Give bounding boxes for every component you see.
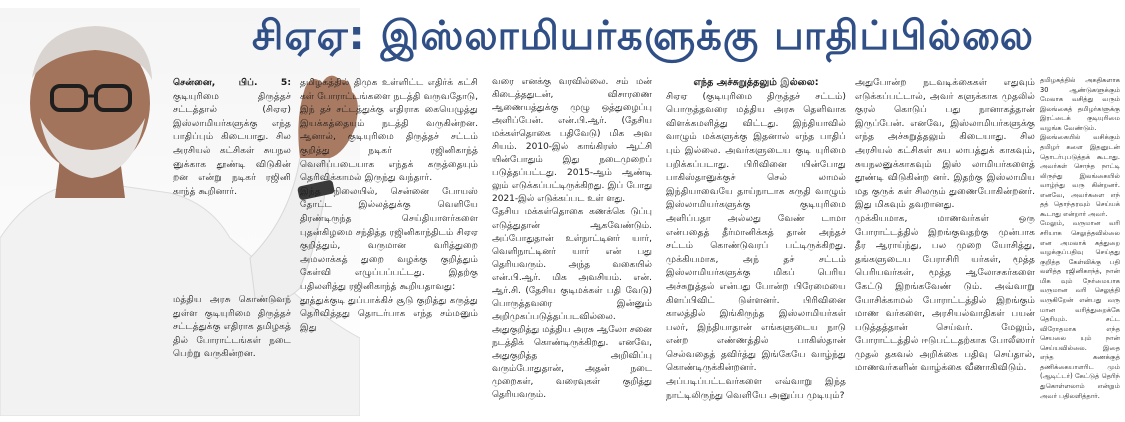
headline: சிஏஏ: இஸ்லாமியர்களுக்கு பாதிப்பில்லை: [251, 12, 1035, 59]
column-3: [492, 76, 652, 402]
column-2: [300, 76, 478, 334]
paragraph: தமிழகத்தில் அகதிகளாக 30 ஆண்டுகளுக்கும் மேலாக வசித்து வரும் இலங்கைத் தமிழர்களுக்கு இரட்டைக் குடியுரிமை வழங்க வேண்டும்.: [1040, 76, 1120, 132]
column-1-bottom: [173, 293, 291, 361]
paragraph: அதுபோன்ற நடவடிக்கைகள் எதுவும் எடுக்கப்பட்டால், அவர் களுக்காக முதலில் குரல் கொடுப் பது நானாகத்தான் இருப்பேன். எனவே, இஸ்லாமியர்களுக்கு எந்த அச்சுறுத்தலும் கிடையாது. சில அரசியல் கட்சிகள் சுய லாபத்துக் காகவும், சுயநலனுக்காகவும் இஸ் லாமியர்களைத் தூண்டி விடுகின்ற னர். இதற்கு இஸ்லாமிய மத குருக் கள் சிலரும் துணைபோகின்றனர். இது மிகவும் தவறானது.: [855, 77, 1035, 211]
dateline: சென்னை, பிப். 5:: [173, 77, 291, 88]
paragraph: மத்திய அரசு கொண்டுவந் துள்ள குடியுரிமை திருத்தச் சட்டத்துக்கு எதிராக தமிழகத் தில் போராட்டங்கள் நடை பெற்று வருகின்றன.: [173, 294, 291, 360]
column-5: [855, 76, 1035, 375]
column-4: [666, 76, 846, 402]
paragraph: தமிழகத்தில் திமுக உள்ளிட்ட எதிர்க் கட்சி கள் போராட்டங்களை நடத்தி வருவதோடு, இந் தச் சட்டத்துக்கு எதிராக கையெழுத்து இயக்கத்தையும் நடத்தி வருகின்றன. ஆனால், குடியுரிமை திருத்தச் சட்டம் குறித்து நடிகர் ரஜினிகாந்த் வெளிப்படையாக எந்தக் கருத்தையும் தெரிவிக்காமல் இருந்து வந்தார்.: [300, 77, 478, 184]
paragraph: தேசிய மக்கள்தொகை கணக்கெ டுப்பு எடுத்துதான் ஆகவேண்டும். அப்போதுதான் உள்நாட்டினர் யார், வெளிநாட்டினர் யார் என் பது தெரியவரும். அந்த வகையில் என்.பி.ஆர். மிக அவசியம். என். ஆர்.சி. (தேசிய குடிமக்கள் பதி வேடு) பொருத்தவரை இன்னும் அறிமுகப்படுத்தப்படவில்லை. அதுகுறித்து மத்திய அரசு ஆலோ சனை நடத்திக் கொண்டிருக்கிறது. எனவே, அதுகுறித்த அறிவிப்பு வரும்போதுதான், அதன் நடை முறைகள், வரைவுகள் குறித்து தெரியவரும்.: [492, 207, 652, 401]
column-6: [1040, 76, 1120, 401]
paragraph: வரை எனக்கு வரவில்லை. சம் மன் கிடைத்ததுடன், விசாரணை ஆணையத்துக்கு முழு ஒத்துழைப்பு அளிப்பேன். என்.பி.ஆர். (தேசிய மக்கள்தொகை பதிவேடு) மிக அவ சியம். 2010-இல் காங்கிரஸ் ஆட்சி யின்போதும் இது நடைமுறைப் படுத்தப்பட்டது. 2015-ஆம் ஆண்டி லும் எடுக்கப்பட்டிருக்கிறது. இப் போது 2021-இல் எடுக்கப்பட உள் ளது.: [492, 77, 652, 205]
paragraph: தூத்துக்குடி துப்பாக்கிச் சூடு குறித்து கருத்து தெரிவித்தது தொடர்பாக எந்த சம்மனும் இது: [300, 294, 478, 333]
subheading: எந்த அச்சுறுத்தலும் இல்லை:: [693, 77, 819, 88]
paragraph-text: குடியுரிமை திருத்தச் சட்டத்தால் (சிஏஏ) இஸ்லாமியர்களுக்கு எந்த பாதிப்பும் கிடையாது. சில அரசியல் கட்சிகள் சுயநல னுக்காக தூண்டி விடுகின் றன என்று நடிகர் ரஜினி காந்த் கூறினார்.: [173, 90, 291, 197]
paragraph: முக்கியமாக, மாணவர்கள் ஒரு போராட்டத்தில் இறங்குவதற்கு முன்பாக தீர ஆராய்ந்து, பல முறை யோசித்து, தங்களுடைய பேராசிரி யர்கள், மூத்த பெரியவர்கள், மூத்த ஆலோசகர்களை கேட்டு இறங்கவேண் டும். அவ்வாறு யோசிக்காமல் போராட்டத்தில் இறங்கும் மாண வர்களை, அரசியல்வாதிகள் பயன் படுத்தத்தான் செய்வர். மேலும், போராட்டத்தில் ஈடுபட்டதற்காக போலீஸார் முதல் தகவல் அறிக்கை பதிவு செய்தால், மாணவர்களின் வாழ்க்கை வீணாகிவிடும்.: [855, 212, 1035, 374]
paragraph: [173, 76, 291, 198]
paragraph: இந்த நிலையில், சென்னை போயஸ் தோட்ட இல்லத்துக்கு வெளியே திரண்டிருந்த செய்தியாளர்களை புதன்கிழமை சந்தித்த ரஜினிகாந்திடம் சிஏஏ குறித்தும், வருமான வரித்துறை அமலாக்கத் துறை வழக்கு குறித்தும் கேள்வி எழுப்பப்பட்டது. இதற்கு பதிலளித்து ரஜினிகாந்த் கூறியதாவது:: [300, 185, 478, 292]
paragraph: சிஏஏ (குடியுரிமை திருத்தச் சட்டம்) பொருத்தவரை மத்திய அரசு தெளிவாக விளக்கமளித்து விட்டது. இந்தியாவில் வாழும் மக்களுக்கு இதனால் எந்த பாதிப் பும் இல்லை. அவர்களுடைய குடி யுரிமை பறிக்கப்படாது. பிரிவினை யின்போது பாகிஸ்தானுக்குச் செல் லாமல் இந்தியாவையே தாய்நாடாக கருதி வாழும் இஸ்லாமியர்களுக்கு குடியுரிமை அளிப்பதா அல்லது வேண் டாமா என்பதைத் தீர்மானிக்கத் தான் அந்தச் சட்டம் கொண்டுவரப் பட்டிருக்கிறது. முக்கியமாக, அந் தச் சட்டம் இஸ்லாமியர்களுக்கு மிகப் பெரிய அச்சுறுத்தல் என்பது போன்ற பிரேமையை கிளப்பிவிட் டுள்ளனர். பிரிவினை காலத்தில் இங்கிருந்த இஸ்லாமியர்கள் பலர், இந்தியாதான் எங்களுடைய நாடு என்ற எண்ணத்தில் பாகிஸ்தான் செல்வதைத் தவிர்த்து இங்கேயே வாழ்ந்து கொண்டிருக்கின்றனர். அப்படிப்பட்டவர்களை எவ்வாறு இந்த நாட்டிலிருந்து வெளியே அனுப்ப முடியும்?: [666, 90, 846, 401]
paragraph: இலங்கையில் வசிக்கும் தமிழர் களை இதனுடன் தொடர்புபடுத்தக் கூடாது. அவர்கள் சொந்த நாட்டி லிருந்து இலங்கையில் வாழ்ந்து வரு கின்றனர். எனவே, அவர்களை எந் தத் தொந்தரவும் செய்யக் கூடாது என்றார் அவர்.: [1040, 133, 1120, 218]
column-1: [173, 76, 291, 198]
headline-bar: [168, 6, 1118, 70]
paragraph: மேலும், வருமான வரி சரியாக செலுத்தவில்லை என அமலாக் கத்துறை வழக்குப்பதிவு செய்தது குறித்த கேள்விக்கு பதி லளித்த ரஜினிகாந்த், நான் மிக வும் நேர்மையாக வருமான வரி செலுத்தி வருகிறேன் என்பது வரு மான வரித்துறைக்கே தெரியும். சட்ட விரோதமாக எந்த செயலை யும் நான் செய்யவில்லை. இதை எந்த கணக்குத் தணிக்கையாளரிட மும் (ஆடிட்டர்) கேட்டுத் தெரிந் துகொள்ளலாம் என்றும் அவர் பதிலளித்தார்.: [1040, 219, 1120, 400]
